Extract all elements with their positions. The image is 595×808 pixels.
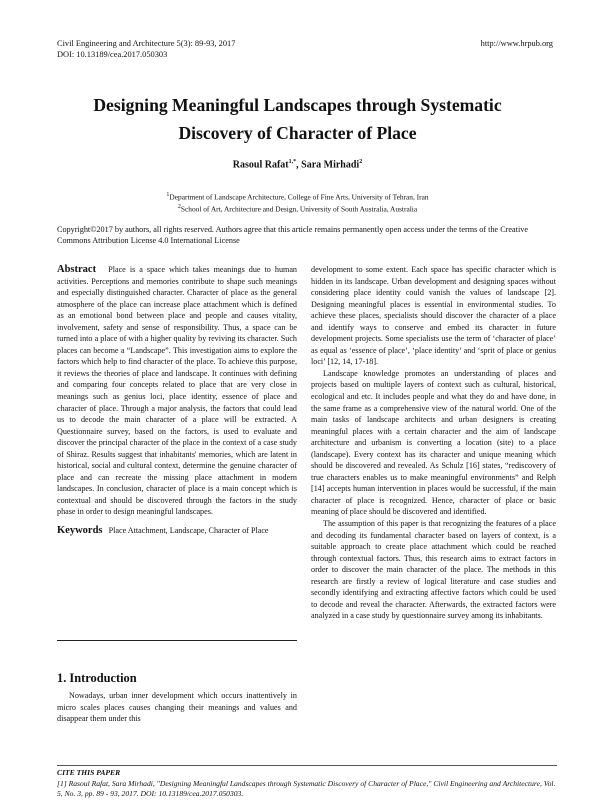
section-heading-introduction: 1. Introduction	[57, 671, 137, 685]
cite-this-paper	[57, 768, 557, 800]
keywords-label: Keywords	[57, 525, 103, 537]
doi: DOI: 10.13189/cea.2017.050303	[57, 50, 168, 59]
footer-divider	[57, 765, 557, 766]
cite-text: [1] Rasoul Rafat, Sara Mirhadi, "Designing Meaningful Landscapes through Systematic Discovery of Character of Place," Civil Engineering and Architecture, Vol. 5, No. 3, pp. 89 - 93, 2017. DOI: 10.13189/cea.2017.050303.	[57, 778, 556, 798]
body-paragraph-3: The assumption of this paper is that recognizing the features of a place and decoding its fundamental character based on layers of context, is a suitable approach to create place attachment which could be reached through contextual factors. Thus, this research aims to extract factors in order to discover the main character of the place. The methods in this research are firstly a review of logical literature and case studies and secondly identifying and extracting affective factors which could be used to decode and reveal the character. Afterwards, the extracted factors were analyzed in a case study by questionnaire survey among its inhabitants.	[311, 519, 556, 621]
paper-title	[40, 91, 555, 147]
title-line-2: Discovery of Character of Place	[178, 123, 417, 143]
body-paragraph-1: development to some extent. Each space has specific character which is hidden in its landscape. Urban development and designing spaces without considering place identity could vanish the values of landscape [2]. Designing meaningful places is essential in environmental studies. To achieve these places, specialists should discover the character of a place and identify ways to conserve and embed its character in future development projects. Some specialists use the term of ‘character of place’ as equal as ‘essence of place’, ‘place identity’ and ‘sprit of place or genius loci’ [12, 14, 17-18].	[311, 265, 556, 367]
affiliation-2-marker: 2	[177, 204, 181, 211]
affiliations	[40, 190, 555, 215]
affiliation-2-text: School of Art, Architecture and Design, University of South Australia, Australia	[180, 204, 418, 214]
author-2: Sara Mirhadi	[301, 159, 360, 171]
author-2-marker: 2	[359, 159, 363, 165]
author-1-marker: 1,*	[288, 159, 297, 165]
journal-url[interactable]: http://www.hrpub.org	[480, 39, 553, 48]
keywords	[57, 525, 297, 537]
right-column	[311, 264, 556, 622]
copyright-notice: Copyright©2017 by authors, all rights reserved. Authors agree that this article remains permanently open access under the terms of the Creative Commons Attribution License 4.0 International License	[57, 225, 528, 245]
body-paragraph-2: Landscape knowledge promotes an understanding of places and projects based on multiple layers of context such as cultural, historical, ecological and etc. It includes people and what they do and have done, in the same frame as a comprehensive view of the natural world. One of the main tasks of landscape architects and urban designers is creating meaningful places with a certain character and the aim of landscape architecture and urbanism is converting a location (site) to a place (landscape). Every context has its character and unique meaning which should be discovered and revealed. As Schulz [16] states, “rediscovery of true characters enables us to make meaningful environments” and Relph [14] accepts human intervention in places would be successful, if the main character of place is recognized. Hence, character of place or basic meaning of place should be discovered and identified.	[311, 368, 556, 517]
keywords-text: Place Attachment, Landscape, Character of Place	[108, 526, 269, 536]
affiliation-2	[40, 202, 555, 214]
journal-citation: Civil Engineering and Architecture 5(3): 89-93, 2017	[57, 39, 236, 48]
abstract-label: Abstract	[57, 264, 97, 275]
abstract-divider	[57, 640, 297, 641]
abstract-text: Place is a space which takes meanings due to human activities. Perceptions and memories contribute to shape such meanings and especially distinguished character. Character of place as the general atmosphere of the place can increase place attachment which is defined as an emotional bond between place and people and causes vitality, involvement, safety and sense of responsibility. Thus, a space can be turned into a place of with a higher quality by reviving its character. Such places can become a “Landscape”. This investigation aims to explore the factors which help to find character of the place. To achieve this purpose, it reviews the theories of place and landscape. It continues with defining and comparing four concepts related to place that are very close in meanings such as genius loci, place identity, essence of place and character of place. Through a major analysis, the factors that could lead us to decode the main character of a place will be extracted. A Questionnaire survey, based on the factors, is used to evaluate and discover the principal character of the place in the context of a case study of Shiraz. Results suggest that inhabitants' memories, which are latent in historical, social and cultural context, determine the genuine character of place and can recreate the missing place attachment in modern landscapes. In conclusion, character of place is a main concept which is contextual and should be discovered through the factors in the study phase in order to design meaningful landscapes.	[57, 265, 297, 517]
introduction-paragraph: Nowadays, urban inner development which occurs inattentively in micro scales places causes changing their meanings and values and disappear them under this	[57, 691, 297, 724]
author-list	[40, 159, 555, 170]
author-separator: ,	[296, 159, 302, 171]
affiliation-1-text: Department of Landscape Architecture, College of Fine Arts, University of Tehran, Iran	[169, 192, 429, 202]
title-line-1: Designing Meaningful Landscapes through Systematic	[93, 95, 502, 115]
left-column	[57, 264, 297, 537]
affiliation-1	[40, 190, 555, 202]
author-1: Rasoul Rafat	[232, 159, 289, 171]
affiliation-1-marker: 1	[166, 192, 170, 198]
cite-label: CITE THIS PAPER	[57, 768, 121, 777]
abstract	[57, 264, 297, 518]
